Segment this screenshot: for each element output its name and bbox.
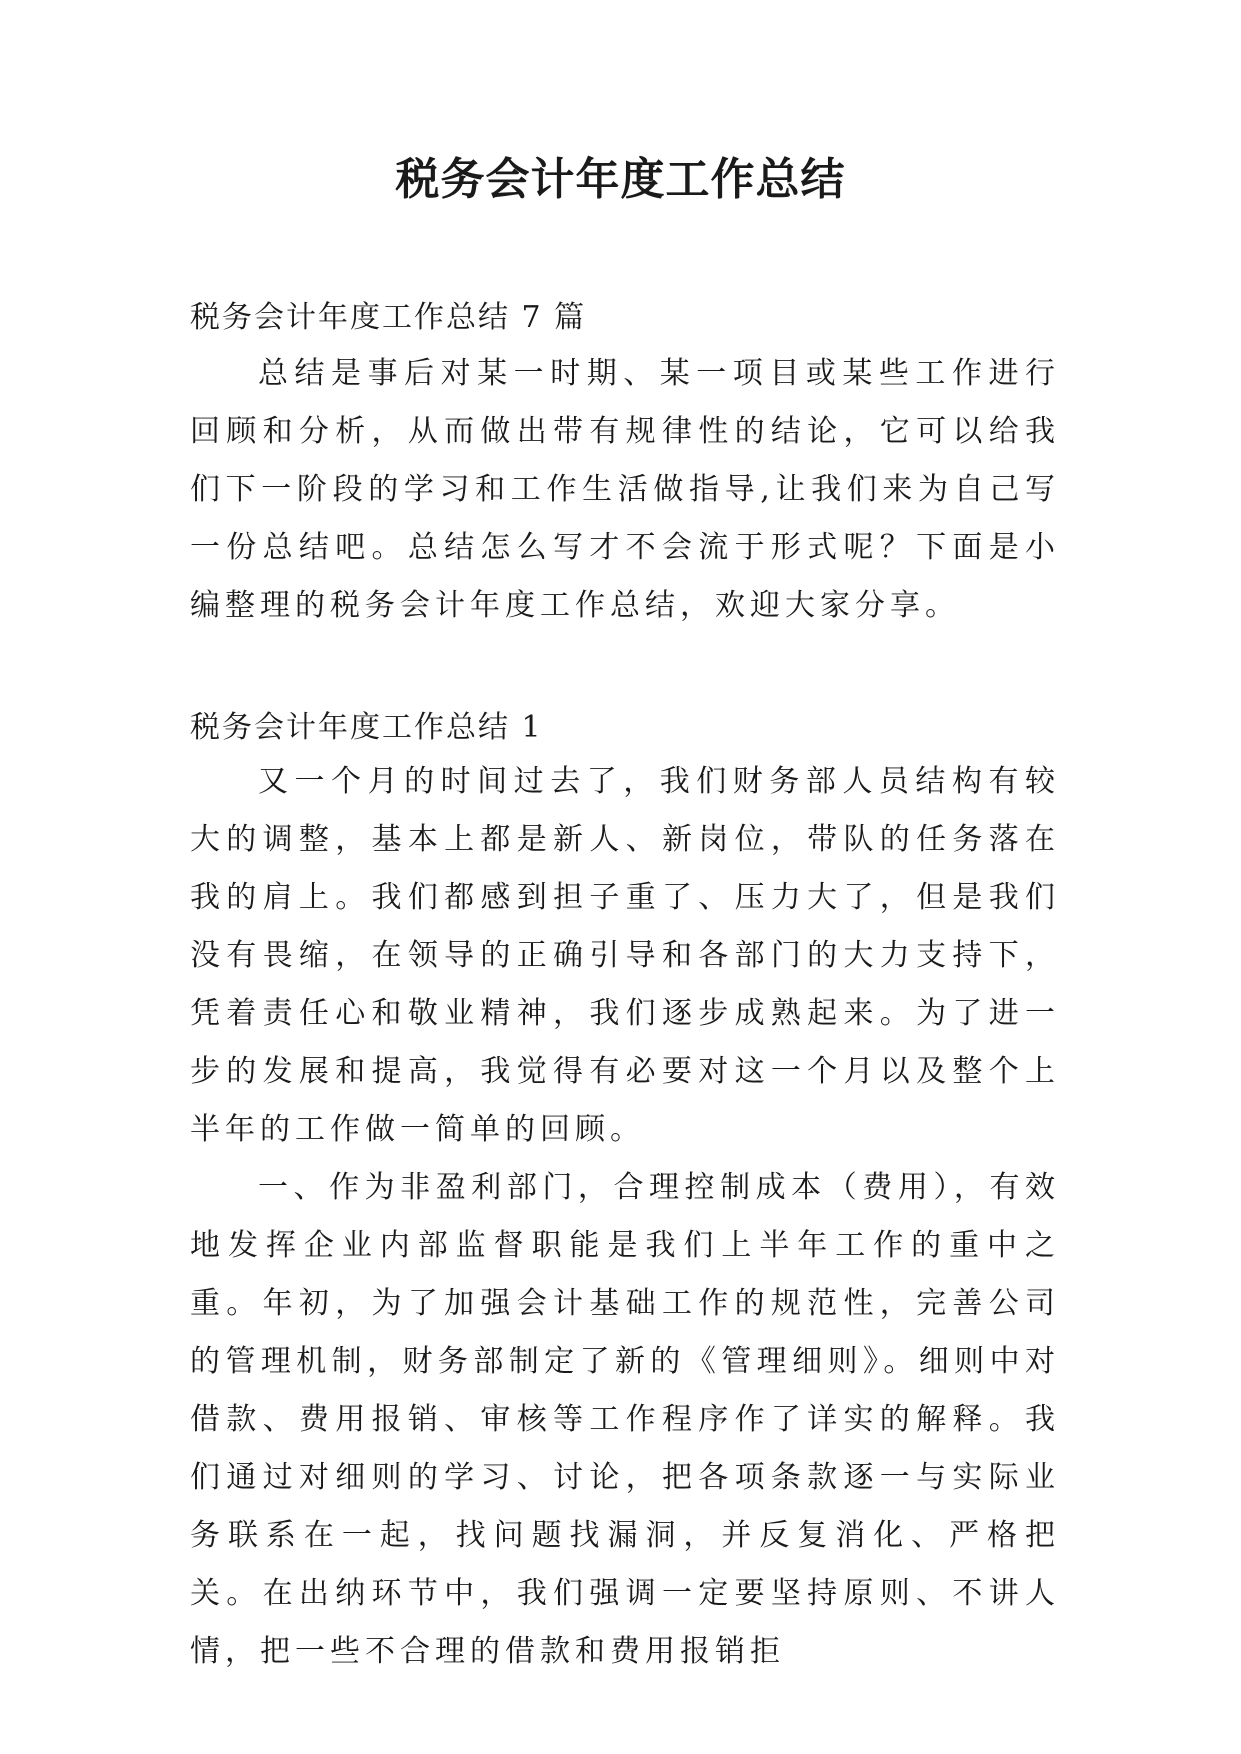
body-paragraph: 又一个月的时间过去了，我们财务部人员结构有较大的调整，基本上都是新人、新岗位，带队的任务落在我的肩上。我们都感到担子重了、压力大了，但是我们没有畏缩，在领导的正确引导和各部门的大力支持下，凭着责任心和敬业精神，我们逐步成熟起来。为了进一步的发展和提高，我觉得有必要对这一个月以及整个上半年的工作做一简单的回顾。 (190, 764, 1060, 1147)
intro-paragraph: 总结是事后对某一时期、某一项目或某些工作进行回顾和分析，从而做出带有规律性的结论，它可以给我们下一阶段的学习和工作生活做指导,让我们来为自己写一份总结吧。总结怎么写才不会流于形式呢？下面是小编整理的税务会计年度工作总结，欢迎大家分享。 (190, 356, 1060, 623)
body-paragraph: 一、作为非盈利部门，合理控制成本（费用），有效地发挥企业内部监督职能是我们上半年工作的重中之重。年初，为了加强会计基础工作的规范性，完善公司的管理机制，财务部制定了新的《管理细则》。细则中对借款、费用报销、审核等工作程序作了详实的解释。我们通过对细则的学习、讨论，把各项条款逐一与实际业务联系在一起，找问题找漏洞，并反复消化、严格把关。在出纳环节中，我们强调一定要坚持原则、不讲人情，把一些不合理的借款和费用报销拒 (190, 1170, 1060, 1669)
section-body (190, 753, 1060, 1681)
document-title: 税务会计年度工作总结 (395, 154, 846, 205)
section-heading: 税务会计年度工作总结 1 (190, 710, 543, 745)
document-subtitle: 税务会计年度工作总结 7 篇 (190, 300, 587, 335)
